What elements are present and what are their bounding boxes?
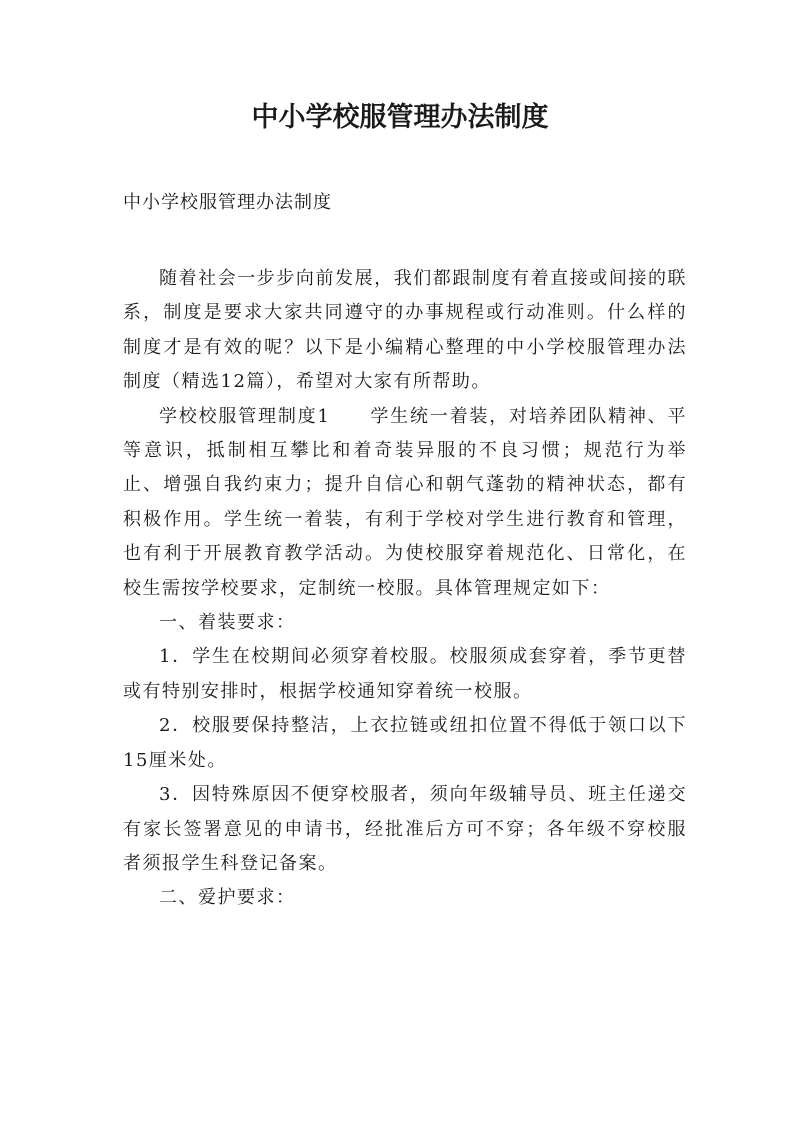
document-subtitle: 中小学校服管理办法制度 (123, 192, 332, 213)
section-heading-care: 二、爱护要求： (159, 887, 296, 909)
paragraph-item-3: 3．因特殊原因不便穿校服者，须向年级辅导员、班主任递交有家长签署意见的申请书，经批准后方可不穿；各年级不穿校服者须报学生科登记备案。 (123, 784, 687, 874)
paragraph-regulation-1: 学校校服管理制度1 学生统一着装，对培养团队精神、平等意识，抵制相互攀比和着奇装异服的不良习惯；规范行为举止、增强自我约束力；提升自信心和朝气蓬勃的精神状态，都有积极作用。学生统一着装，有利于学校对学生进行教育和管理，也有利于开展教育教学活动。为使校服穿着规范化、日常化，在校生需按学校要求，定制统一校服。具体管理规定如下： (123, 405, 687, 599)
paragraph-intro: 随着社会一步步向前发展，我们都跟制度有着直接或间接的联系，制度是要求大家共同遵守的办事规程或行动准则。什么样的制度才是有效的呢？以下是小编精心整理的中小学校服管理办法制度（精选12篇），希望对大家有所帮助。 (123, 268, 687, 393)
document-title: 中小学校服管理办法制度 (251, 102, 549, 133)
document-body (123, 262, 687, 916)
section-heading-dress: 一、着装要求： (159, 612, 296, 634)
paragraph-item-2: 2．校服要保持整洁，上衣拉链或纽扣位置不得低于领口以下15厘米处。 (123, 715, 687, 771)
paragraph-item-1: 1．学生在校期间必须穿着校服。校服须成套穿着，季节更替或有特别安排时，根据学校通知穿着统一校服。 (123, 646, 687, 702)
